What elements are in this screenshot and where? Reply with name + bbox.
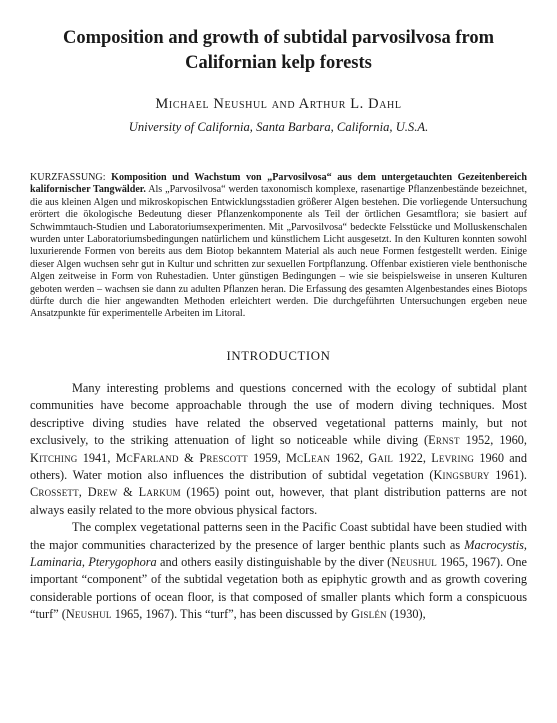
text-run: 1941, (77, 450, 116, 465)
text-run: (1965) point out, however, that plant distribution patterns are not always easily related to the more obvious physical factors. (30, 485, 527, 517)
text-run: Many interesting problems and questions concerned with the ecology of subtidal plant communities have become approachable through the use of modern diving techniques. Most descriptive diving studies have related the observed vegetational patterns mainly, but not exclusively, to the striking attenuation of light so noticeable while diving ( (30, 380, 527, 448)
abstract-title: Komposition und Wachstum von „Parvosilvosa“ aus dem untergetauchten Gezeitenbereich kalifornischer Tangwälder. (30, 172, 527, 196)
text-run: The complex vegetational patterns seen in the Pacific Coast subtidal have been studied with the major communities characterized by the presence of larger benthic plants such as (30, 520, 527, 552)
section-heading: INTRODUCTION (226, 348, 331, 363)
text-run: 1960 and others). Water motion also influences the distribution of subtidal vegetation ( (30, 450, 527, 482)
citation: Ernst (428, 433, 460, 448)
paper-authors: Michael Neushul and Arthur L. Dahl (155, 96, 402, 112)
text-run: 1962, (330, 450, 369, 465)
citation: McFarland & Prescott (115, 450, 248, 465)
paragraph-2 (30, 519, 527, 623)
text-run: (1930), (386, 607, 426, 622)
genus-names: Macrocystis, Laminaria, Pterygophora (30, 537, 527, 569)
abstract-label: KURZFASSUNG: (30, 172, 112, 183)
abstract (30, 172, 527, 321)
text-run: 1959, (247, 450, 287, 465)
paragraph-1 (30, 380, 527, 519)
citation: Neushul (65, 607, 112, 622)
citation: Crossett, Drew & Larkum (30, 485, 181, 500)
citation: Kitching (30, 450, 78, 465)
citation: Kingsbury (433, 467, 490, 482)
text-run: 1965, 1967). One important “component” of the subtidal vegetation both as epiphytic growth and as growth covering considerable portions of ocean floor, is that composed of smaller plants which form a conspicuous “turf” ( (30, 554, 528, 622)
citation: Gail (368, 450, 394, 465)
body-text (30, 380, 527, 624)
text-run: 1952, 1960, (459, 433, 528, 448)
citation: Gislén (351, 607, 387, 622)
paper-title: Composition and growth of subtidal parvosilvosa from Californian kelp forests (62, 28, 495, 73)
citation: McLean (286, 450, 331, 465)
text-run: 1922, (393, 450, 432, 465)
abstract-text: Als „Parvosilvosa“ werden taxonomisch komplexe, rasenartige Pflanzenbestände bezeichnet, die aus kleinen Algen und mikroskopischen Entwicklungsstadien größerer Algen bestehen. Die vorliegende Untersuchung erörtert die ökologische Bedeutung dieser Pflanzenkomponente als Teil der örtlichen Gesamtflora; sie basiert auf Schwimmtauch-Studien und Laboratoriumsexperimenten. Mit „Parvosilvosa“ bedeckte Felsstücke und Molluskenschalen wurden unter Laboratoriumsbedingungen natürlichem und künstlichem Licht ausgesetzt. In den Kulturen konnten sowohl luxurierende Formen von bereits aus dem Biotop bekanntem Material als auch neue Formen festgestellt werden. Einige dieser Algen wuchsen sehr gut in Kultur und schritten zur sexuellen Fortpflanzung. Offenbar existieren viele benthonische Algen zeitweise in Form von Ruhestadien. Unter günstigen Bedingungen – wie sie beispielsweise in unseren Kulturen geboten werden – wachsen sie dann zu adulten Pflanzen heran. Die Erfassung des gesamten Algenbestandes eines Biotops dürfte durch die hier angewandten Methoden erleichtert werden. Die durchgeführten Untersuchungen ergeben neue Ansatzpunkte für experimentelle Arbeiten im Litoral. (30, 184, 527, 320)
citation: Neushul (391, 554, 437, 569)
text-run: 1961). (489, 467, 528, 482)
paper-affiliation: University of California, Santa Barbara, California, U.S.A. (128, 120, 429, 134)
text-run: 1965, 1967). This “turf”, has been discussed by (111, 607, 352, 622)
text-run: and others easily distinguishable by the diver ( (156, 554, 392, 569)
citation: Levring (431, 450, 475, 465)
